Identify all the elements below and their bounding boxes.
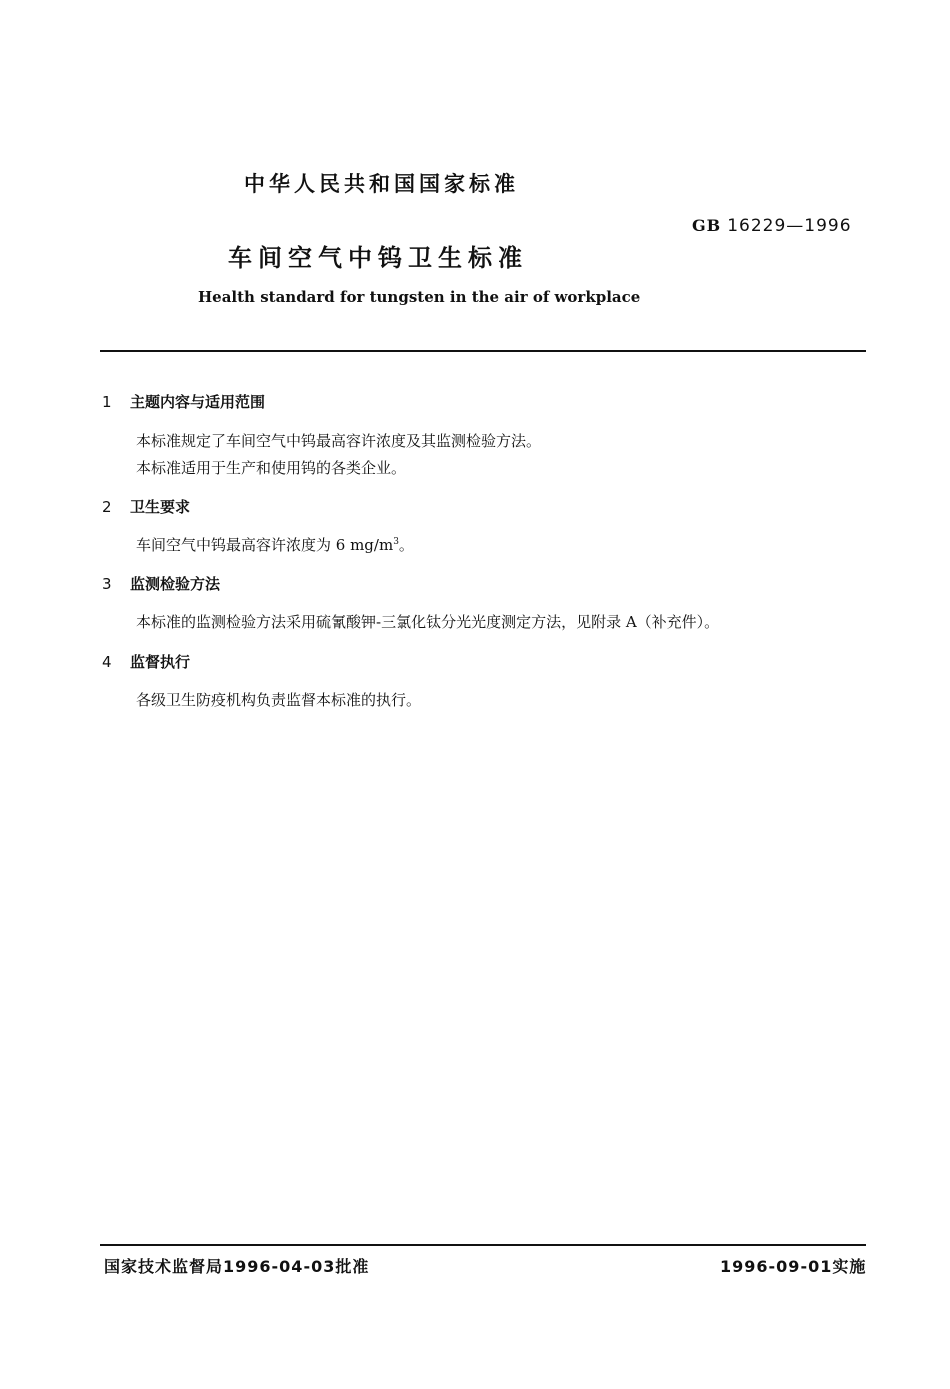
section-number: 2	[102, 498, 112, 516]
footer-divider	[100, 1244, 866, 1246]
document-title-chinese: 车间空气中钨卫生标准	[228, 244, 528, 272]
section-number: 4	[102, 653, 112, 671]
code-number: 16229—1996	[727, 216, 852, 236]
section-title: 监督执行	[130, 653, 191, 671]
section-3-paragraph: 本标准的监测检验方法采用硫氰酸钾-三氯化钛分光光度测定方法，见附录 A（补充件）。	[136, 613, 720, 631]
sentence-end: 。	[398, 536, 414, 554]
section-4-paragraph: 各级卫生防疫机构负责监督本标准的执行。	[136, 691, 422, 709]
section-number: 3	[102, 575, 112, 593]
section-3-heading	[102, 573, 220, 594]
section-2-paragraph	[136, 534, 414, 555]
approval-date: 国家技术监督局1996-04-03批准	[104, 1257, 370, 1276]
section-1-heading	[102, 391, 265, 412]
section-title: 主题内容与适用范围	[130, 393, 266, 411]
unit-exponent: 3	[393, 537, 399, 547]
header-divider	[100, 350, 866, 352]
section-2-heading	[102, 496, 190, 517]
section-1-paragraph-1: 本标准规定了车间空气中钨最高容许浓度及其监测检验方法。	[136, 432, 542, 450]
section-title: 监测检验方法	[130, 575, 221, 593]
document-title-english: Health standard for tungsten in the air of workplace	[198, 288, 641, 306]
effective-date: 1996-09-01实施	[720, 1257, 867, 1276]
code-prefix: GB	[692, 216, 722, 235]
section-1-paragraph-2: 本标准适用于生产和使用钨的各类企业。	[136, 459, 407, 477]
concentration-text: 车间空气中钨最高容许浓度为 6 mg/m	[136, 536, 394, 554]
standard-code	[692, 216, 852, 236]
section-number: 1	[102, 393, 112, 411]
section-title: 卫生要求	[130, 498, 191, 516]
section-4-heading	[102, 651, 190, 672]
national-standard-heading: 中华人民共和国国家标准	[244, 172, 519, 196]
